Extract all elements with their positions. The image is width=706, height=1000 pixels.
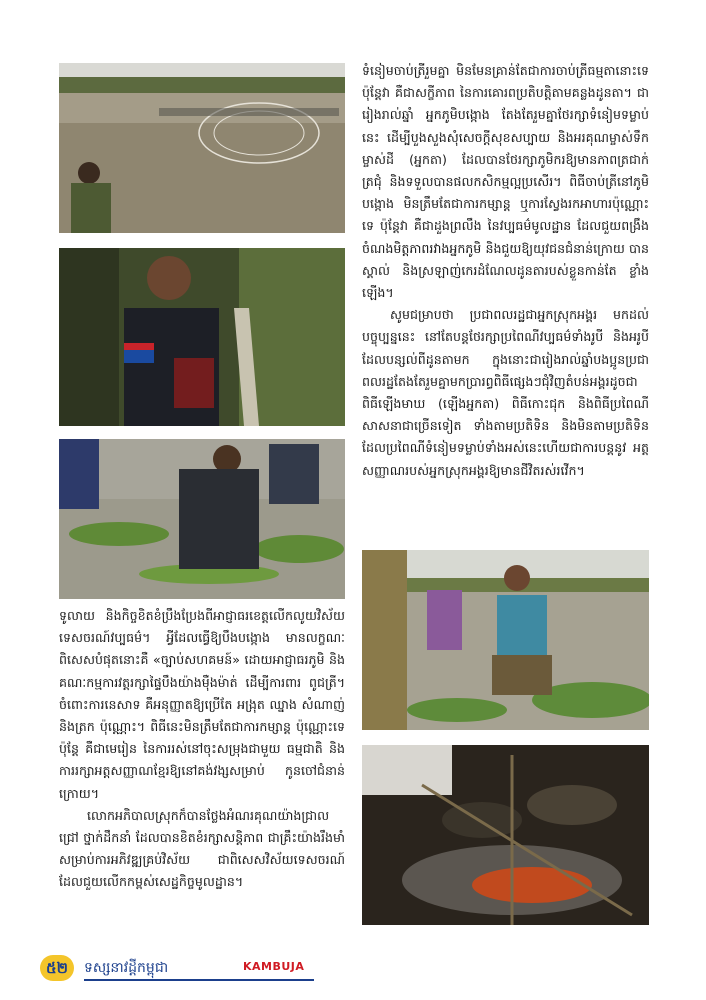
left-paragraph-2: លោកអភិបាលស្រុកក៏បានថ្លែងអំណរគុណយ៉ាងជ្រាល ជ្រៅ ថ្នាក់ដឹកនាំ ដែលបានខិតខំរក្សាសន្តិភាព ជាគ្រឹះយ៉ាងរឹងមាំ សម្រាប់ការអភិវឌ្ឍគ្រប់វិស័យ ជាពិសេសវិស័យទេសចរណ៍ ដែលជួយលើកកម្ពស់សេដ្ឋកិច្ចមូលដ្ឋាន។ — [59, 807, 345, 890]
page-footer — [40, 955, 320, 981]
left-paragraph-1: ទូលាយ និងកិច្ចខិតខំប្រឹងប្រែងពីអាជ្ញាធរខេត្តលើកលូយវិស័យ ទេសចរណ៍វប្បធម៌។ អ្វីដែលធ្វើឱ្យបឹងបង្កោង មានលក្ខណៈ ពិសេសបំផុតនោះគឺ «ច្បាប់សហគមន៍» ដោយអាជ្ញាធរភូមិ និងគណៈកម្មការវត្តរក្សាផ្ទៃបឹងយ៉ាងម៉ឺងម៉ាត់ ដើម្បីការពារ ពូជត្រី។ ចំពោះការនេសាទ គឺអនុញ្ញាតឱ្យប្រើតែ អង្រុត ឈ្នាង សំណាញ់ និងត្រក ប៉ុណ្ណោះ។ ពិធីនេះមិនត្រឹមតែជាការកម្សាន្ត ប៉ុណ្ណោះទេ ប៉ុន្តែ គឺជាមេរៀន នៃការរស់នៅចុះសម្រុងជាមួយ ធម្មជាតិ និងការរក្សាអត្តសញ្ញាណខ្មែរឱ្យនៅគង់វង្សសម្រាប់ កូនចៅជំនាន់ក្រោយ។ — [59, 608, 345, 801]
photo-man-in-mud — [362, 550, 649, 730]
photo-man-in-water — [59, 439, 345, 599]
photo-man-fishing-in-water-icon — [59, 439, 345, 599]
photo-smiling-man-holding-fish-icon — [59, 248, 345, 426]
magazine-brand: KAMBUJA — [243, 960, 305, 973]
right-paragraph-2: សូមជម្រាបថា ប្រជាពលរដ្ឋជាអ្នកស្រុកអង្គរ មកដល់ បច្ចុប្បន្ននេះ នៅតែបន្តថែរក្សាប្រពៃណីវប្បធម៌ទាំងរូបី និងអរូបី ដែលបន្សល់ពីដូនតាមក ក្នុងនោះជារៀងរាល់ឆ្នាំបងប្អូនប្រជា ពលរដ្ឋតែងតែរួមគ្នាមកប្រារព្ធពិធីផ្សេងៗជុំវិញតំបន់អង្គរដូចជា ពិធីឡើងមាឃ (ឡើងអ្នកតា) ពិធីកោះជុក និងពិធីប្រពៃណី សាសនាជាច្រើនទៀត ទាំងតាមប្រតិទិន និងមិនតាមប្រតិទិន ដែលប្រពៃណីទំនៀមទម្លាប់ទាំងអស់នេះហើយជាការបន្តនូវ អត្តសញ្ញាណរបស់អ្នកស្រុកអង្គរឱ្យមានជីវិតរស់រវើក។ — [362, 307, 649, 478]
photo-man-with-fish — [59, 248, 345, 426]
left-column-text — [59, 605, 345, 894]
page-number: ៥២ — [40, 955, 74, 981]
footer-rule — [84, 979, 314, 981]
photo-man-kneeling-in-mud-icon — [362, 550, 649, 730]
photo-net-fishing — [59, 63, 345, 233]
right-paragraph-1: ទំនៀមចាប់ត្រីរួមគ្នា មិនមែនគ្រាន់តែជាការចាប់ត្រីធម្មតានោះទេ ប៉ុន្តែវា គឺជាសក្ខីភាព នៃការគោរពប្រតិបត្តិតាមគន្លងដូនតា។ ជារៀងរាល់ឆ្នាំ អ្នកភូមិបង្កោង តែងតែរួមគ្នាថែរក្សាទំនៀមទម្លាប់ នេះ ដើម្បីបួងសួងសុំសេចក្តីសុខសប្បាយ និងអរគុណម្ចាស់ទឹក ម្ចាស់ដី (អ្នកតា) ដែលបានថែរក្សាភូមិករឱ្យមានភាពត្រជាក់ ត្រជុំ និងទទួលបានផលកសិកម្មល្អប្រសើរ។ ពិធីចាប់ត្រីនៅភូមិ បង្កោង មិនត្រឹមតែជាការកម្សាន្ត ឬការស្វែងរកអាហារប៉ុណ្ណោះ ទេ ប៉ុន្តែវា គឺជាដួងព្រលឹង នៃវប្បធម៌មូលដ្ឋាន ដែលជួយពង្រឹង ចំណងមិត្តភាពរវាងអ្នកភូមិ និងជួយឱ្យយុវជនជំនាន់ក្រោយ បានស្គាល់ និងស្រឡាញ់កេរដំណែលដូនតារបស់ខ្លួនកាន់តែ ខ្លាំងឡើង។ — [362, 63, 649, 301]
right-column-text — [362, 60, 649, 482]
photo-fishermen-casting-net-icon — [59, 63, 345, 233]
photo-fish-grilling-on-coals-icon — [362, 745, 649, 925]
magazine-title: ទស្សនាវដ្តីកម្ពុជា — [84, 960, 169, 976]
photo-grilled-fish — [362, 745, 649, 925]
